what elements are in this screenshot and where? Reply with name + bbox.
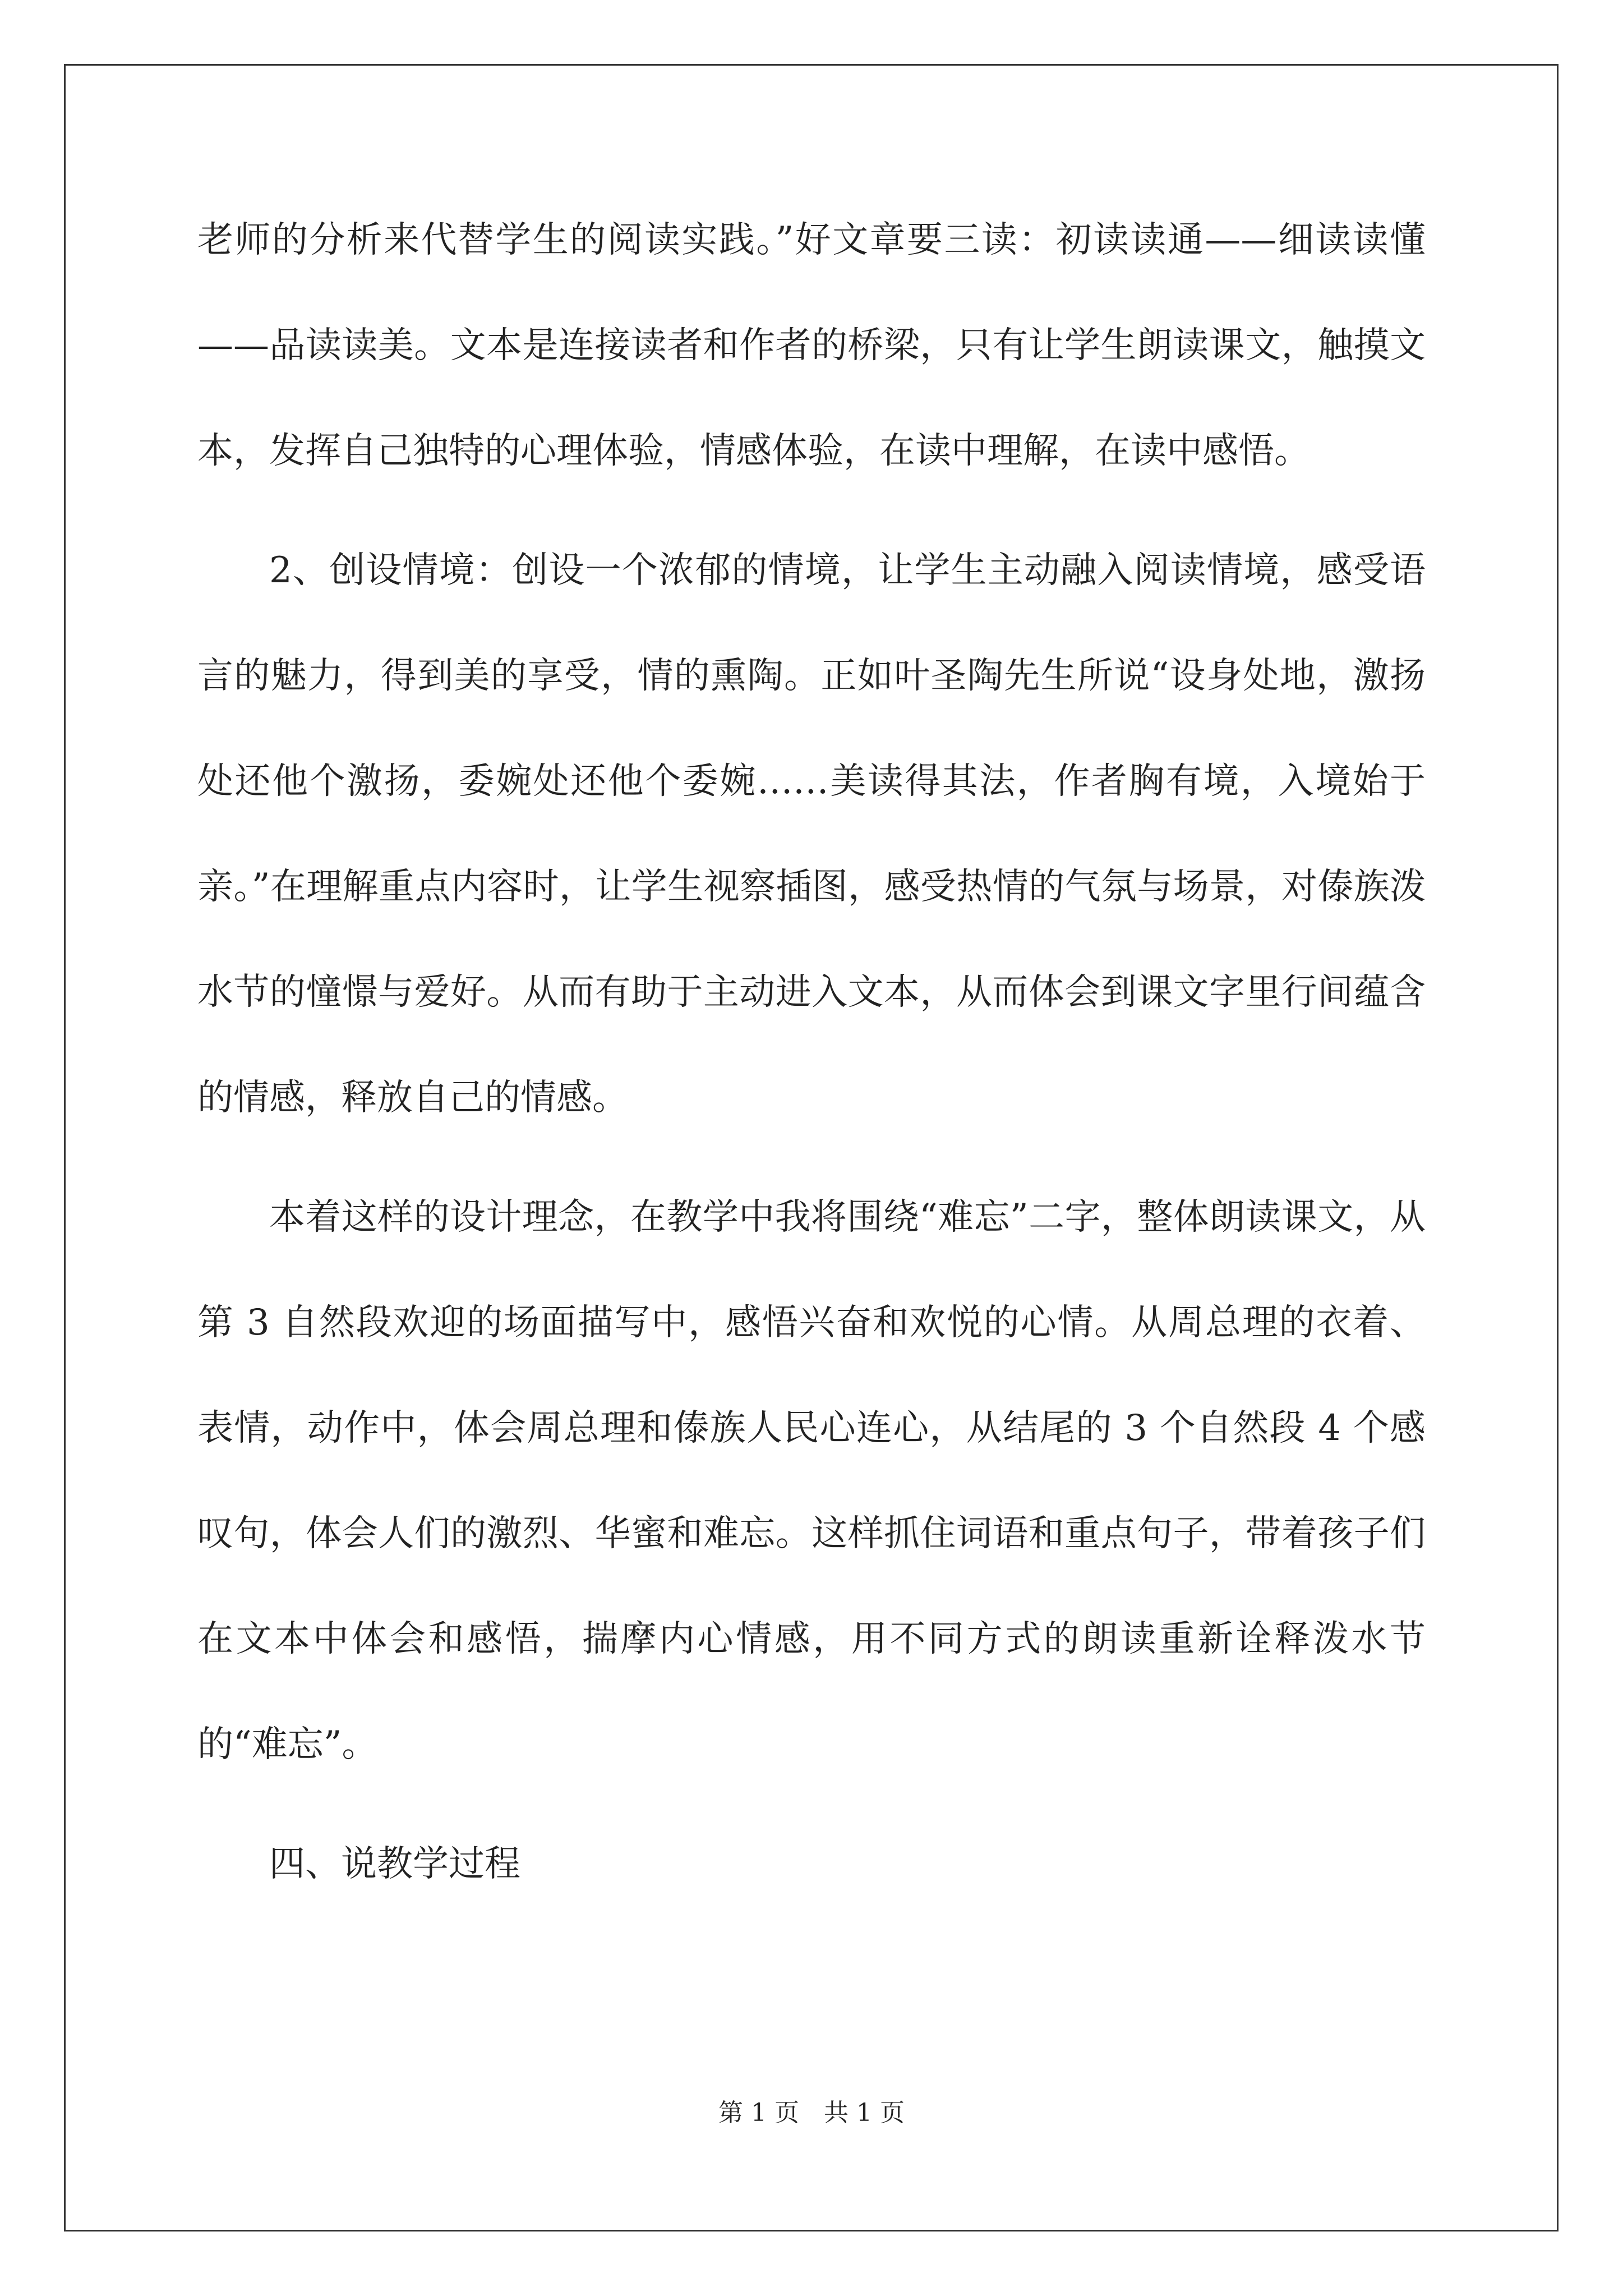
paragraph-1: 老师的分析来代替学生的阅读实践。”好文章要三读：初读读通——细读读懂——品读读美。文本是连接读者和作者的桥梁，只有让学生朗读课文，触摸文本，发挥自己独特的心理体验，情感体验，在读中理解，在读中感悟。	[197, 219, 1426, 472]
paragraph-3: 本着这样的设计理念，在教学中我将围绕“难忘”二字，整体朗读课文，从第 3 自然段欢迎的场面描写中，感悟兴奋和欢悦的心情。从周总理的衣着、表情，动作中，体会周总理和傣族人民心连心，从结尾的 3 个自然段 4 个感叹句，体会人们的激烈、华蜜和难忘。这样抓住词语和重点句子，带着孩子们在文本中体会和感悟，揣摩内心情感，用不同方式的朗读重新诠释泼水节的“难忘”。	[197, 1197, 1426, 1765]
section-heading: 四、说教学过程	[269, 1843, 520, 1885]
page-number-footer: 第 1 页 共 1 页	[718, 2099, 905, 2127]
paragraph-2: 2、创设情境：创设一个浓郁的情境，让学生主动融入阅读情境，感受语言的魅力，得到美的享受，情的熏陶。正如叶圣陶先生所说“设身处地，激扬处还他个激扬，委婉处还他个委婉……美读得其法，作者胸有境，入境始于亲。”在理解重点内容时，让学生视察插图，感受热情的气氛与场景，对傣族泼水节的憧憬与爱好。从而有助于主动进入文本，从而体会到课文字里行间蕴含的情感，释放自己的情感。	[197, 550, 1426, 1119]
document-body	[197, 187, 1426, 1931]
